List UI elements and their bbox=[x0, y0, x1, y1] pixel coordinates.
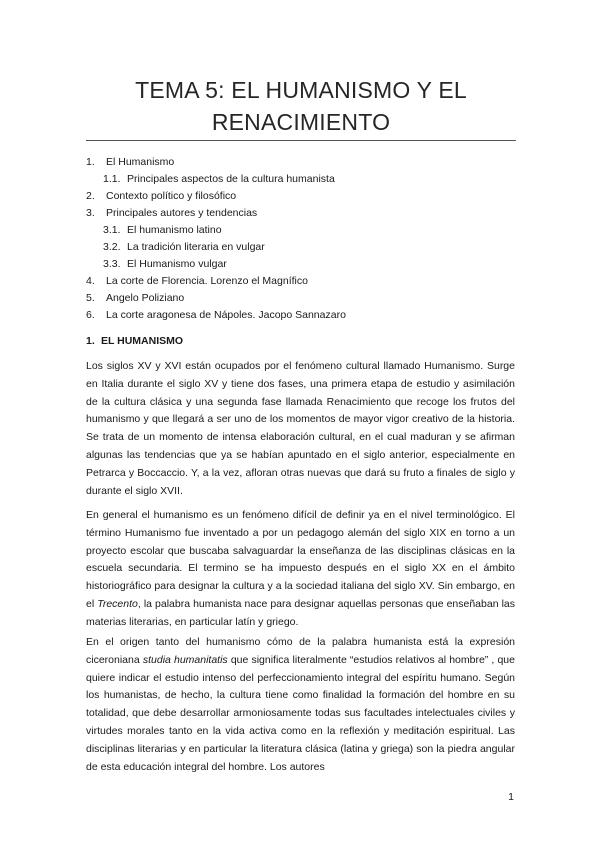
paragraph-3-text-b: que significa literalmente “estudios relativos al hombre” , que quiere indicar el estudio intenso del perfeccionamiento integral del espíritu humano. Según los humanistas, de hecho, la cultura tiene como finalidad la formación del hombre en su totalidad, que debe desarrollar armoniosamente todas sus facultades intelectuales civiles y virtudes morales tanto en la vida activa como en la reflexión y meditación espiritual. Las disciplinas literarias y en particular la literatura clásica (latina y griega) son la piedra angular de esta educación integral del hombre. Los autores bbox=[86, 653, 515, 773]
toc-number: 6. bbox=[86, 309, 95, 321]
paragraph-2-text-a: En general el humanismo es un fenómeno difícil de definir ya en el nivel terminológico. El término Humanismo fue inventado a por un pedagogo alemán del siglo XIX en torno a un proyecto escolar que buscaba salvaguardar la enseñanza de las disciplinas clásicas en la escuela secundaria. El termino se ha impuesto después en el siglo XX en el ámbito historiográfico para designar la cultura y a la sociedad italiana del siglo XV. Sin embargo, en el bbox=[86, 509, 515, 610]
toc-number: 3. bbox=[86, 207, 95, 219]
paragraph-3-italic: studia humanitatis bbox=[142, 653, 228, 666]
toc-label: Angelo Poliziano bbox=[106, 292, 185, 304]
toc-item bbox=[86, 239, 526, 256]
toc-label: Principales aspectos de la cultura humanista bbox=[127, 173, 335, 185]
toc-item bbox=[86, 307, 526, 324]
toc-label: El Humanismo bbox=[106, 156, 175, 168]
paragraph-2 bbox=[86, 507, 515, 632]
section-title: EL HUMANISMO bbox=[101, 335, 184, 347]
section-number: 1. bbox=[86, 335, 95, 347]
toc-item bbox=[86, 222, 526, 239]
title-line-1: TEMA 5: EL HUMANISMO Y EL bbox=[135, 77, 467, 103]
toc-number: 3.1. bbox=[103, 224, 121, 236]
table-of-contents bbox=[86, 154, 526, 324]
section-heading bbox=[86, 334, 183, 348]
toc-number: 1. bbox=[86, 156, 95, 168]
toc-number: 3.2. bbox=[103, 241, 121, 253]
paragraph-2-text-b: , la palabra humanista nace para designar aquellas personas que enseñaban las materias literarias, en particular latín y griego. bbox=[86, 597, 515, 628]
page-number: 1 bbox=[508, 791, 514, 803]
title-line-2: RENACIMIENTO bbox=[211, 109, 391, 135]
toc-item bbox=[86, 188, 526, 205]
paragraph-3-text-a: En el origen tanto del humanismo cómo de la palabra humanista está la expresión ciceroniana bbox=[86, 636, 515, 666]
toc-item bbox=[86, 205, 526, 222]
toc-number: 1.1. bbox=[103, 173, 121, 185]
toc-item bbox=[86, 273, 526, 290]
toc-label: La corte aragonesa de Nápoles. Jacopo Sannazaro bbox=[106, 309, 346, 321]
paragraph-1: Los siglos XV y XVI están ocupados por el fenómeno cultural llamado Humanismo. Surge en Italia durante el siglo XV y tiene dos fases, una primera etapa de estudio y asimilación de la cultura clásica y una segunda fase llamada Renacimiento que recoge los frutos del humanismo y que llegará a ser uno de los momentos de mayor vigor creativo de la historia. Se trata de un momento de intensa elaboración cultural, en el cual maduran y se afirman algunas las tendencias que ya se habían apuntado en el siglo anterior, especialmente en Petrarca y Boccaccio. Y, a la vez, afloran otras nuevas que dará su fruto a finales de siglo y durante el siglo XVII. bbox=[86, 360, 515, 497]
toc-number: 3.3. bbox=[103, 258, 121, 270]
toc-label: El humanismo latino bbox=[127, 224, 222, 236]
toc-number: 2. bbox=[86, 190, 95, 202]
paragraph-2-italic: Trecento bbox=[97, 597, 138, 610]
toc-label: Principales autores y tendencias bbox=[106, 207, 258, 219]
toc-number: 4. bbox=[86, 275, 95, 287]
toc-label: El Humanismo vulgar bbox=[127, 258, 227, 270]
toc-item bbox=[86, 290, 526, 307]
document-title bbox=[86, 74, 516, 138]
toc-label: La tradición literaria en vulgar bbox=[127, 241, 265, 253]
title-underline bbox=[86, 140, 516, 141]
toc-number: 5. bbox=[86, 292, 95, 304]
paragraph-3 bbox=[86, 634, 515, 776]
toc-label: Contexto político y filosófico bbox=[106, 190, 237, 202]
toc-item bbox=[86, 171, 526, 188]
toc-label: La corte de Florencia. Lorenzo el Magnífico bbox=[106, 275, 308, 287]
toc-item bbox=[86, 154, 526, 171]
toc-item bbox=[86, 256, 526, 273]
